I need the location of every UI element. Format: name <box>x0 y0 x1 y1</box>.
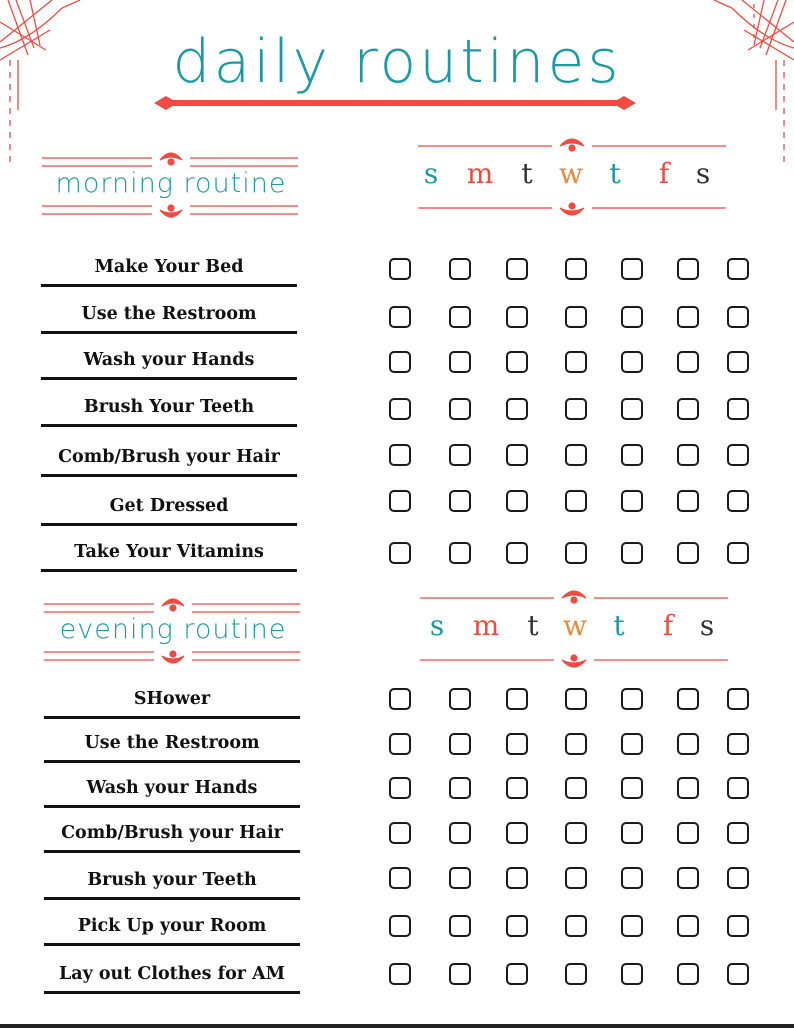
morning-checkbox-tue[interactable] <box>506 258 528 280</box>
day-letter-mon: m <box>472 609 500 642</box>
page-title: daily routines <box>172 27 622 97</box>
evening-checkbox-fri[interactable] <box>677 733 699 755</box>
morning-checkbox-thu[interactable] <box>621 490 643 512</box>
evening-checkbox-mon[interactable] <box>449 733 471 755</box>
evening-checkbox-sun[interactable] <box>389 915 411 937</box>
morning-checkbox-wed[interactable] <box>565 351 587 373</box>
evening-checkbox-sat[interactable] <box>727 867 749 889</box>
morning-checkbox-wed[interactable] <box>565 306 587 328</box>
morning-days-header <box>416 136 728 216</box>
evening-checkbox-wed[interactable] <box>565 822 587 844</box>
evening-checkbox-tue[interactable] <box>506 915 528 937</box>
day-letter-sun: s <box>423 157 439 190</box>
evening-checkbox-thu[interactable] <box>621 688 643 710</box>
evening-checkbox-thu[interactable] <box>621 733 643 755</box>
evening-checkbox-fri[interactable] <box>677 688 699 710</box>
morning-checkbox-mon[interactable] <box>449 398 471 420</box>
evening-days-header <box>418 588 730 668</box>
morning-checkbox-wed[interactable] <box>565 258 587 280</box>
evening-task: Lay out Clothes for AM <box>44 963 300 994</box>
morning-task: Use the Restroom <box>41 303 297 334</box>
evening-checkbox-mon[interactable] <box>449 915 471 937</box>
morning-checkbox-mon[interactable] <box>449 444 471 466</box>
morning-task: Brush Your Teeth <box>41 396 297 427</box>
morning-checkbox-sat[interactable] <box>727 351 749 373</box>
morning-task: Get Dressed <box>41 495 297 526</box>
morning-checkbox-fri[interactable] <box>677 258 699 280</box>
morning-checkbox-wed[interactable] <box>565 444 587 466</box>
morning-checkbox-mon[interactable] <box>449 351 471 373</box>
evening-checkbox-tue[interactable] <box>506 688 528 710</box>
morning-task: Comb/Brush your Hair <box>41 446 297 477</box>
morning-checkbox-sat[interactable] <box>727 398 749 420</box>
morning-checkbox-thu[interactable] <box>621 351 643 373</box>
evening-checkbox-sat[interactable] <box>727 915 749 937</box>
evening-checkbox-sun[interactable] <box>389 822 411 844</box>
morning-checkbox-tue[interactable] <box>506 444 528 466</box>
evening-task: SHower <box>44 688 300 719</box>
evening-checkbox-sat[interactable] <box>727 963 749 985</box>
day-letter-sun: s <box>429 609 445 642</box>
morning-checkbox-fri[interactable] <box>677 398 699 420</box>
evening-checkbox-mon[interactable] <box>449 963 471 985</box>
evening-checkbox-sat[interactable] <box>727 822 749 844</box>
morning-checkbox-thu[interactable] <box>621 258 643 280</box>
morning-checkbox-thu[interactable] <box>621 444 643 466</box>
day-letter-fri: f <box>662 609 674 642</box>
evening-checkbox-sun[interactable] <box>389 963 411 985</box>
morning-checkbox-tue[interactable] <box>506 398 528 420</box>
evening-checkbox-tue[interactable] <box>506 777 528 799</box>
evening-checkbox-mon[interactable] <box>449 822 471 844</box>
morning-checkbox-thu[interactable] <box>621 542 643 564</box>
evening-checkbox-thu[interactable] <box>621 822 643 844</box>
morning-checkbox-mon[interactable] <box>449 542 471 564</box>
evening-task: Use the Restroom <box>44 732 300 763</box>
evening-checkbox-wed[interactable] <box>565 688 587 710</box>
evening-checkbox-wed[interactable] <box>565 963 587 985</box>
evening-checkbox-thu[interactable] <box>621 963 643 985</box>
morning-checkbox-fri[interactable] <box>677 351 699 373</box>
evening-task: Pick Up your Room <box>44 915 300 946</box>
evening-checkbox-mon[interactable] <box>449 688 471 710</box>
evening-checkbox-tue[interactable] <box>506 963 528 985</box>
morning-checkbox-sat[interactable] <box>727 490 749 512</box>
title-divider <box>152 92 638 114</box>
evening-checkbox-sat[interactable] <box>727 777 749 799</box>
morning-checkbox-sun[interactable] <box>389 258 411 280</box>
morning-task: Wash your Hands <box>41 349 297 380</box>
evening-checkbox-mon[interactable] <box>449 777 471 799</box>
morning-checkbox-mon[interactable] <box>449 306 471 328</box>
evening-routine-title: evening routine <box>59 614 287 645</box>
morning-checkbox-fri[interactable] <box>677 542 699 564</box>
evening-checkbox-sat[interactable] <box>727 688 749 710</box>
morning-checkbox-mon[interactable] <box>449 258 471 280</box>
morning-routine-header <box>40 148 302 228</box>
evening-checkbox-fri[interactable] <box>677 915 699 937</box>
morning-routine-title: morning routine <box>55 168 287 199</box>
evening-checkbox-thu[interactable] <box>621 915 643 937</box>
morning-checkbox-sun[interactable] <box>389 444 411 466</box>
morning-checkbox-wed[interactable] <box>565 398 587 420</box>
evening-checkbox-tue[interactable] <box>506 822 528 844</box>
morning-checkbox-sun[interactable] <box>389 398 411 420</box>
morning-checkbox-sat[interactable] <box>727 542 749 564</box>
day-letter-tue: t <box>521 157 533 190</box>
morning-checkbox-fri[interactable] <box>677 490 699 512</box>
morning-checkbox-sun[interactable] <box>389 351 411 373</box>
morning-checkbox-tue[interactable] <box>506 351 528 373</box>
morning-checkbox-sun[interactable] <box>389 490 411 512</box>
page-bottom-edge <box>0 1024 794 1028</box>
morning-task: Make Your Bed <box>41 256 297 287</box>
morning-checkbox-sun[interactable] <box>389 542 411 564</box>
day-letter-thu: t <box>613 609 625 642</box>
day-letter-wed: w <box>559 157 583 190</box>
evening-checkbox-sun[interactable] <box>389 867 411 889</box>
morning-checkbox-tue[interactable] <box>506 306 528 328</box>
morning-task: Take Your Vitamins <box>41 541 297 572</box>
morning-checkbox-fri[interactable] <box>677 444 699 466</box>
day-letter-tue: t <box>527 609 539 642</box>
day-letter-sat: s <box>699 609 715 642</box>
evening-checkbox-thu[interactable] <box>621 777 643 799</box>
evening-task: Comb/Brush your Hair <box>44 822 300 853</box>
morning-checkbox-sat[interactable] <box>727 306 749 328</box>
evening-checkbox-sat[interactable] <box>727 733 749 755</box>
evening-checkbox-wed[interactable] <box>565 867 587 889</box>
evening-checkbox-sun[interactable] <box>389 733 411 755</box>
evening-checkbox-fri[interactable] <box>677 777 699 799</box>
morning-checkbox-wed[interactable] <box>565 490 587 512</box>
evening-checkbox-fri[interactable] <box>677 867 699 889</box>
morning-checkbox-thu[interactable] <box>621 398 643 420</box>
evening-checkbox-thu[interactable] <box>621 867 643 889</box>
evening-checkbox-tue[interactable] <box>506 867 528 889</box>
evening-checkbox-wed[interactable] <box>565 777 587 799</box>
evening-routine-header <box>42 594 304 674</box>
morning-checkbox-sat[interactable] <box>727 258 749 280</box>
morning-checkbox-tue[interactable] <box>506 542 528 564</box>
evening-checkbox-mon[interactable] <box>449 867 471 889</box>
evening-checkbox-sun[interactable] <box>389 688 411 710</box>
evening-checkbox-fri[interactable] <box>677 963 699 985</box>
morning-checkbox-tue[interactable] <box>506 490 528 512</box>
evening-checkbox-tue[interactable] <box>506 733 528 755</box>
evening-checkbox-wed[interactable] <box>565 915 587 937</box>
morning-checkbox-mon[interactable] <box>449 490 471 512</box>
evening-checkbox-wed[interactable] <box>565 733 587 755</box>
evening-checkbox-sun[interactable] <box>389 777 411 799</box>
morning-checkbox-fri[interactable] <box>677 306 699 328</box>
morning-checkbox-thu[interactable] <box>621 306 643 328</box>
morning-checkbox-sun[interactable] <box>389 306 411 328</box>
day-letter-sat: s <box>695 157 711 190</box>
morning-checkbox-wed[interactable] <box>565 542 587 564</box>
evening-checkbox-fri[interactable] <box>677 822 699 844</box>
day-letter-thu: t <box>609 157 621 190</box>
evening-task: Brush your Teeth <box>44 869 300 900</box>
morning-checkbox-sat[interactable] <box>727 444 749 466</box>
day-letter-mon: m <box>466 157 494 190</box>
evening-task: Wash your Hands <box>44 777 300 808</box>
day-letter-wed: w <box>563 609 587 642</box>
day-letter-fri: f <box>658 157 670 190</box>
